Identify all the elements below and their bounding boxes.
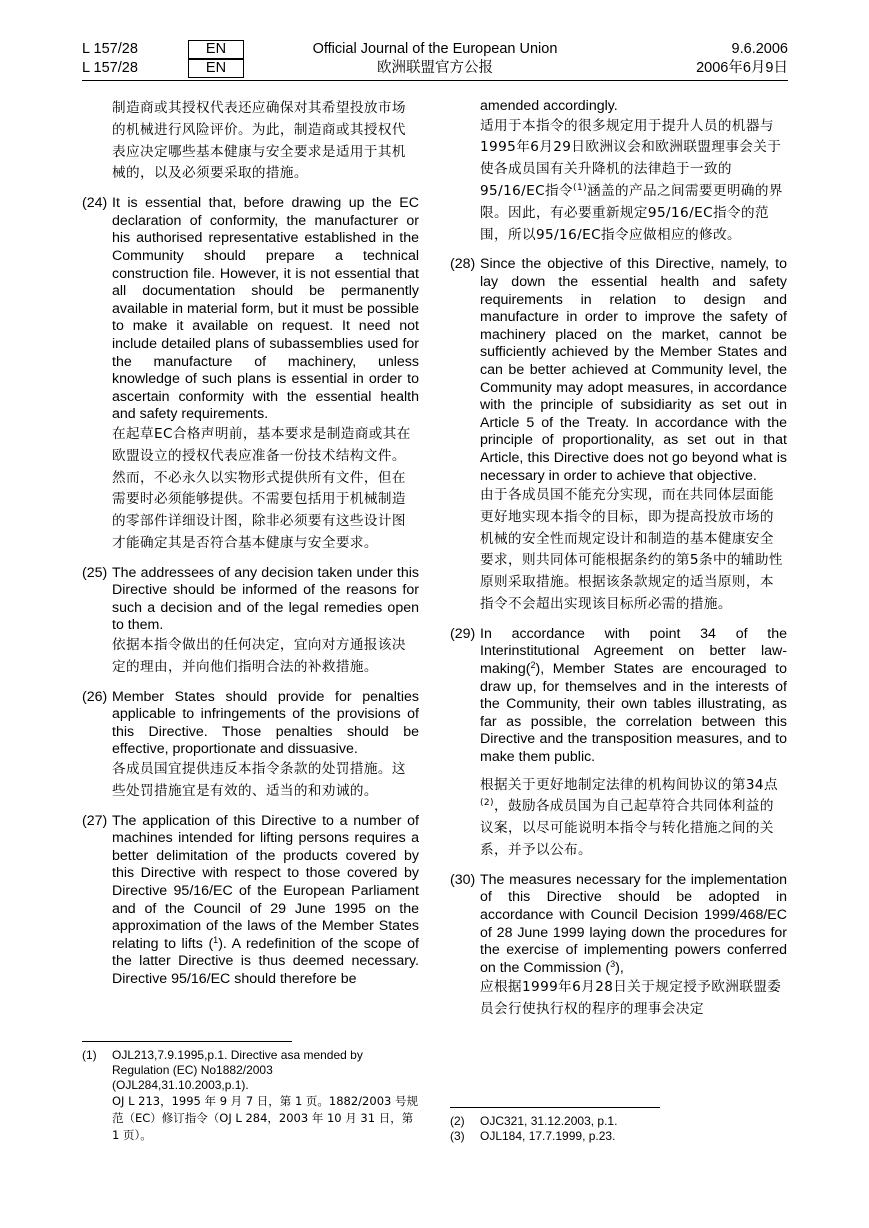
left-footnotes [82, 1041, 419, 1144]
recital-number: (30) [450, 871, 476, 888]
footnote-1 [82, 1048, 419, 1144]
footnote-mark: (3) [450, 1129, 465, 1143]
recital-28 [450, 256, 787, 616]
footnote-2 [450, 1114, 787, 1129]
text-segment: 根据关于更好地制定法律的机构间协议的第34点 [480, 776, 778, 793]
text-segment: The measures necessary for the implementation of this Directive should be adopted in accordance with Council Decision 1999/468/EC of 28 June 1999 laying down the procedures for the exercise of implementing powers conferred on the Commission ( [480, 871, 787, 976]
journal-title: Official Journal of the European Union [312, 41, 558, 57]
recital-text-zh: 应根据1999年6月28日关于规定授予欧洲联盟委员会行使执行权的程序的理事会决定 [480, 979, 782, 1018]
footnote-ref: (1) [573, 182, 587, 193]
continued-recital-zh [450, 116, 787, 247]
footnote-ref: 2 [530, 660, 536, 671]
footnote-3 [450, 1129, 787, 1144]
recital-number: (29) [450, 625, 476, 642]
footnote-text-zh: OJ L 213，1995 年 9 月 7 日，第 1 页。1882/2003 号规范（EC）修订指令（OJ L 284，2003 年 10 月 31 日，第 1 页）。 [112, 1094, 418, 1142]
text-segment: ), [615, 959, 624, 976]
recital-24 [82, 195, 419, 555]
language-badge: EN [188, 59, 244, 78]
recital-text-zh: 在起草EC合格声明前，基本要求是制造商或其在欧盟设立的授权代表应准备一份技术结构文件。然而，不必永久以实物形式提供所有文件，但在需要时必须能够提供。不需要包括用于机械制造的零部件详细设计图，除非必须要有这些设计图才能确定其是否符合基本健康与安全要求。 [112, 425, 411, 551]
recital-number: (26) [82, 688, 108, 705]
recital-number: (28) [450, 256, 476, 273]
journal-reference: L 157/28 [82, 60, 138, 76]
footnote-divider [450, 1107, 660, 1108]
footnote-mark: (1) [82, 1048, 97, 1062]
text-segment: ). A redefinition of the scope of the latter Directive is thus deemed necessary. Directive 95/16/EC should therefore be [112, 935, 419, 987]
recital-text-en [82, 813, 419, 989]
continued-recital-zh: 制造商或其授权代表还应确保对其希望投放市场的机械进行风险评价。为此，制造商或其授权代表应决定哪些基本健康与安全要求是适用于其机械的，以及必须要采取的措施。 [112, 100, 406, 182]
recital-text-en: Member States should provide for penalties applicable to infringements of the provisions of this Directive. Those penalties should be effective, proportionate and dissuasive. [112, 688, 419, 758]
footnote-text: OJL184, 17.7.1999, p.23. [480, 1129, 616, 1143]
text-segment: 适用于本指令的很多规定用于提升人员的机器与1995年6月29日欧洲议会和欧洲联盟理事会关于使各成员国有关升降机的法律趋于一致的95/16/EC指令 [480, 117, 782, 199]
text-segment: 涵盖的产品之间需要更明确的界限。因此，有必要重新规定95/16/EC指令的范围，所以95/16/EC指令应做相应的修改。 [480, 182, 783, 243]
text-segment: In accordance with point 34 of the Interinstitutional Agreement on better law-making( [480, 625, 787, 678]
footnote-text-en: (OJL284,31.10.2003,p.1). [112, 1078, 249, 1092]
footnote-ref: 1 [213, 934, 219, 945]
recital-text-en [450, 626, 787, 767]
left-column [82, 98, 419, 999]
recital-text-en: Since the objective of this Directive, namely, to lay down the essential health and safety requirements in relation to design and manufacture in order to improve the safety of machinery placed on the market, cannot be sufficiently achieved by the Member States and can be better achieved at Community level, the Community may adopt measures, in accordance with the principle of subsidiarity as set out in Article 5 of the Treaty. In accordance with the principle of proportionality, as set out in that Article, this Directive does not go beyond what is necessary in order to achieve that objective. [480, 256, 787, 484]
text-segment: ), Member States are encouraged to draw up, for themselves and in the interests of the Community, their own tables illustrating, as far as possible, the correlation between this Directive and the transposition measures, and to make them public. [480, 661, 787, 766]
recital-27 [82, 813, 419, 989]
recital-text-zh: 由于各成员国不能充分实现，而在共同体层面能更好地实现本指令的目标，即为提高投放市场的机械的安全性而规定设计和制造的基本健康安全要求，则共同体可能根据条约的第5条中的辅助性原则采取措施。根据该条款规定的适当原则，本指令不会超出实现该目标所必需的措施。 [480, 487, 783, 613]
continued-recital-en: amended accordingly. [480, 98, 618, 114]
recital-30 [450, 872, 787, 1021]
footnote-mark: (2) [450, 1114, 465, 1128]
recital-text-en [450, 872, 787, 978]
recital-29 [450, 626, 787, 862]
recital-25 [82, 565, 419, 679]
header-divider [82, 80, 788, 81]
footnote-divider [82, 1041, 292, 1042]
recital-text-zh [450, 775, 787, 862]
text-segment: ，鼓励各成员国为自己起草符合共同体利益的议案，以尽可能说明本指令与转化措施之间的关系，并予以公布。 [480, 798, 774, 859]
right-footnotes [450, 1107, 787, 1144]
journal-reference: L 157/28 [82, 41, 138, 57]
recital-text-en: The addressees of any decision taken under this Directive should be informed of the reasons for such a decision and of the legal remedies open to them. [112, 564, 419, 634]
recital-number: (24) [82, 195, 108, 212]
recital-text-zh: 依据本指令做出的任何决定，宜向对方通报该决定的理由，并向他们指明合法的补救措施。 [112, 637, 406, 675]
recital-text-en: It is essential that, before drawing up the EC declaration of conformity, the manufacturer or his authorised representative established in the Community should prepare a technical construction file. However, it is not essential that all documentation should be permanently available in material form, but it must be possible to make it available on request. It need not include detailed plans of subassemblies used for the manufacture of machinery, unless knowledge of such plans is essential in order to ascertain conformity with the essential health and safety requirements. [112, 195, 419, 423]
header-row-en [82, 40, 788, 59]
publication-date: 9.6.2006 [731, 41, 788, 57]
publication-date: 2006年6月9日 [696, 60, 788, 76]
language-badge: EN [188, 40, 244, 59]
right-column [450, 98, 787, 1031]
footnote-ref: (2) [480, 798, 494, 809]
footnote-ref: 3 [610, 958, 616, 969]
journal-title: 欧洲联盟官方公报 [377, 60, 493, 76]
page-header [82, 40, 788, 80]
recital-26 [82, 689, 419, 803]
header-row-zh [82, 59, 788, 78]
footnote-text: OJC321, 31.12.2003, p.1. [480, 1114, 618, 1128]
recital-number: (25) [82, 564, 108, 581]
footnote-text-en: OJL213,7.9.1995,p.1. Directive asa mended by Regulation (EC) No1882/2003 [112, 1048, 363, 1077]
recital-number: (27) [82, 812, 108, 829]
text-segment: The application of this Directive to a number of machines intended for lifting persons requires a better delimitation of the products covered by this Directive with respect to those covered by Directive 95/16/EC of the European Parliament and of the Council of 29 June 1995 on the approximation of the laws of the Member States relating to lifts ( [112, 812, 419, 952]
recital-text-zh: 各成员国宜提供违反本指令条款的处罚措施。这些处罚措施宜是有效的、适当的和劝诫的。 [112, 761, 406, 799]
